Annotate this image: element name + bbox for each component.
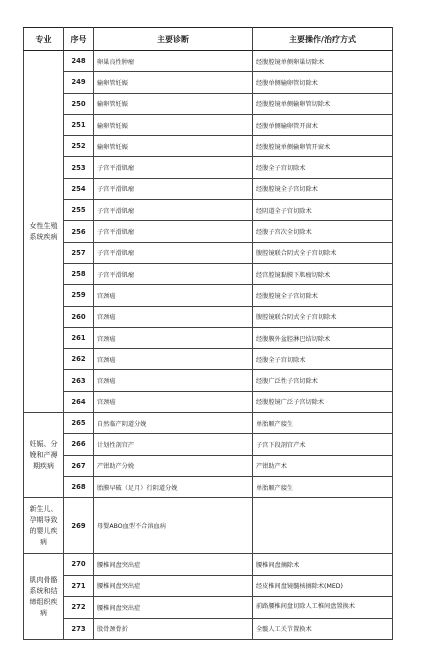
operation-cell: 经腹腔镜广泛子宫切除术 [253,391,393,412]
table-row [24,114,393,135]
num-cell: 259 [64,285,94,306]
table-row [24,618,393,639]
diagnosis-cell: 宫颈癌 [94,306,253,327]
diagnosis-cell: 输卵管妊娠 [94,136,253,157]
table-row [24,51,393,72]
operation-cell: 经腹腔镜单侧输卵管切除术 [253,93,393,114]
table-body [24,51,393,640]
operation-cell [253,498,393,554]
diagnosis-cell: 胎膜早破（足月）行阴道分娩 [94,476,253,497]
diagnosis-cell: 子宫平滑肌瘤 [94,242,253,263]
dept-cell: 妊娠、分娩和产褥期疾病 [24,413,64,498]
operation-cell: 腹腔镜联合阴式全子宫切除术 [253,242,393,263]
num-cell: 253 [64,157,94,178]
operation-cell: 经腹腔镜单侧卵巢切除术 [253,51,393,72]
diagnosis-cell: 输卵管妊娠 [94,93,253,114]
table-row [24,391,393,412]
header-num: 序号 [64,28,94,51]
table-row [24,455,393,476]
diagnosis-cell: 子宫平滑肌瘤 [94,157,253,178]
table-row [24,476,393,497]
diagnosis-cell: 腰椎间盘突出症 [94,575,253,596]
num-cell: 268 [64,476,94,497]
num-cell: 270 [64,554,94,575]
num-cell: 261 [64,327,94,348]
table-row [24,263,393,284]
num-cell: 264 [64,391,94,412]
table-row [24,596,393,618]
dept-cell: 新生儿、孕期导致的婴儿疾病 [24,498,64,554]
table-row [24,72,393,93]
header-operation: 主要操作/治疗方式 [253,28,393,51]
num-cell: 250 [64,93,94,114]
operation-cell: 经皮椎间盘镜髓核摘除术(MED) [253,575,393,596]
num-cell: 251 [64,114,94,135]
table-row [24,498,393,554]
operation-cell: 经腹全子宫切除术 [253,349,393,370]
diagnosis-cell: 宫颈癌 [94,391,253,412]
num-cell: 267 [64,455,94,476]
diagnosis-cell: 宫颈癌 [94,285,253,306]
diagnosis-cell: 子宫平滑肌瘤 [94,221,253,242]
num-cell: 260 [64,306,94,327]
diagnosis-cell: 股骨颈骨折 [94,618,253,639]
operation-cell: 经腹单侧输卵管切除术 [253,72,393,93]
diagnosis-cell: 自然临产阴道分娩 [94,413,253,434]
diagnosis-cell: 卵巢良性肿瘤 [94,51,253,72]
diagnosis-cell: 子宫平滑肌瘤 [94,263,253,284]
table-row [24,242,393,263]
procedure-table [23,27,393,640]
diagnosis-cell: 输卵管妊娠 [94,72,253,93]
diagnosis-cell: 计划性剖宫产 [94,434,253,455]
table-row [24,413,393,434]
num-cell: 271 [64,575,94,596]
header-row [24,28,393,51]
operation-cell: 经腹腔镜全子宫切除术 [253,285,393,306]
dept-cell: 肌肉骨骼系统和结缔组织疾病 [24,554,64,640]
table-row [24,200,393,221]
diagnosis-cell: 腰椎间盘突出症 [94,554,253,575]
operation-cell: 经腹膜外盆腔淋巴结切除术 [253,327,393,348]
num-cell: 269 [64,498,94,554]
table-row [24,327,393,348]
table-row [24,178,393,199]
num-cell: 256 [64,221,94,242]
dept-cell: 女性生殖系统疾病 [24,51,64,413]
num-cell: 273 [64,618,94,639]
operation-cell: 腹腔镜联合阴式全子宫切除术 [253,306,393,327]
diagnosis-cell: 宫颈癌 [94,327,253,348]
num-cell: 265 [64,413,94,434]
num-cell: 252 [64,136,94,157]
table-header [24,28,393,51]
diagnosis-cell: 输卵管妊娠 [94,114,253,135]
num-cell: 257 [64,242,94,263]
table-row [24,93,393,114]
table-row [24,554,393,575]
diagnosis-cell: 子宫平滑肌瘤 [94,178,253,199]
operation-cell: 经宫腔镜黏膜下肌瘤切除术 [253,263,393,284]
operation-cell: 子宫下段剖宫产术 [253,434,393,455]
operation-cell: 前路腰椎间盘切除人工椎间盘置换术 [253,596,393,618]
operation-cell: 经腹腔镜全子宫切除术 [253,178,393,199]
num-cell: 255 [64,200,94,221]
diagnosis-cell: 宫颈癌 [94,349,253,370]
table-row [24,157,393,178]
table-row [24,434,393,455]
operation-cell: 单胎顺产接生 [253,476,393,497]
table-row [24,575,393,596]
operation-cell: 经腹广泛性子宫切除术 [253,370,393,391]
num-cell: 249 [64,72,94,93]
num-cell: 272 [64,596,94,618]
header-diagnosis: 主要诊断 [94,28,253,51]
operation-cell: 经腹全子宫切除术 [253,157,393,178]
operation-cell: 经阴道全子宫切除术 [253,200,393,221]
table-row [24,349,393,370]
header-dept: 专业 [24,28,64,51]
num-cell: 254 [64,178,94,199]
num-cell: 266 [64,434,94,455]
operation-cell: 产钳助产术 [253,455,393,476]
operation-cell: 经腹单侧输卵管开窗术 [253,114,393,135]
operation-cell: 经腹腔镜单侧输卵管开窗术 [253,136,393,157]
operation-cell: 经腹子宫次全切除术 [253,221,393,242]
diagnosis-cell: 母婴ABO血型不合溶血病 [94,498,253,554]
operation-cell: 腰椎间盘摘除术 [253,554,393,575]
table-row [24,136,393,157]
diagnosis-cell: 子宫平滑肌瘤 [94,200,253,221]
num-cell: 248 [64,51,94,72]
diagnosis-cell: 宫颈癌 [94,370,253,391]
table-row [24,221,393,242]
diagnosis-cell: 腰椎间盘突出症 [94,596,253,618]
num-cell: 263 [64,370,94,391]
operation-cell: 全髋人工关节置换术 [253,618,393,639]
diagnosis-cell: 产钳助产分娩 [94,455,253,476]
num-cell: 262 [64,349,94,370]
table-row [24,370,393,391]
num-cell: 258 [64,263,94,284]
table-row [24,285,393,306]
operation-cell: 单胎顺产接生 [253,413,393,434]
table-row [24,306,393,327]
